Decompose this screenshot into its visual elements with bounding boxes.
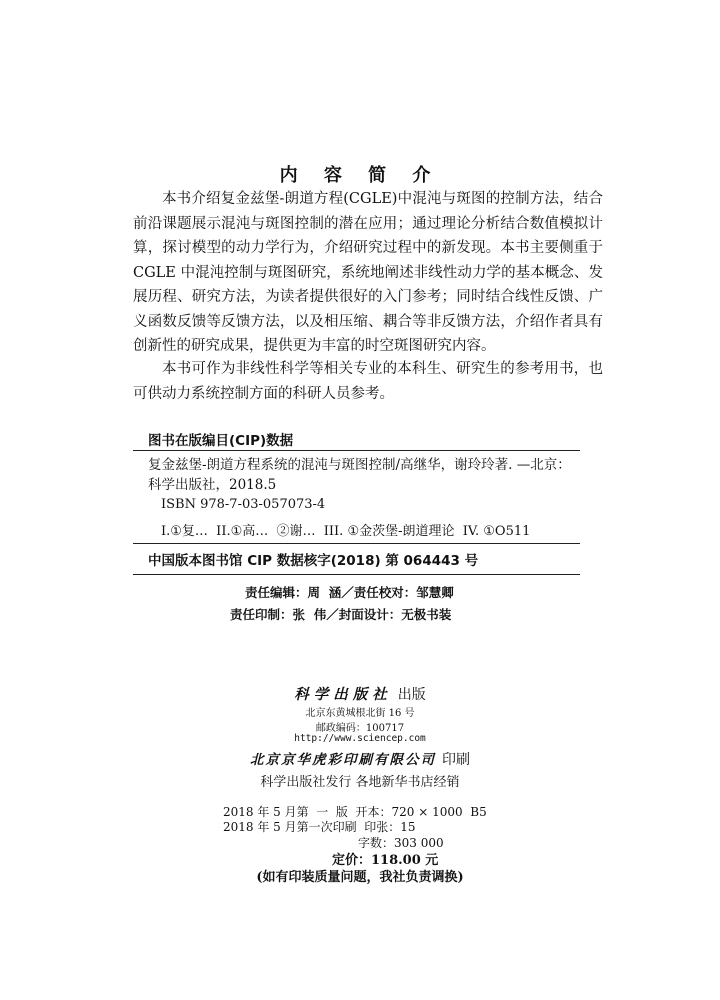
publisher-website: http://www.sciencep.com xyxy=(294,733,426,744)
cip-isbn: ISBN 978-7-03-057073-4 xyxy=(161,497,326,512)
publisher-line xyxy=(0,683,720,704)
publisher-logo-text: 科学出版社 xyxy=(294,686,392,703)
distribution-line: 科学出版社发行 各地新华书店经销 xyxy=(260,775,460,790)
printer-name: 北京京华虎彩印刷有限公司 xyxy=(250,752,436,768)
publisher-suffix: 出版 xyxy=(397,687,426,703)
print-line: 2018 年 5 月第一次印刷 印张：15 xyxy=(223,820,416,834)
cip-record-number: 中国版本图书馆 CIP 数据核字(2018) 第 064443 号 xyxy=(148,553,479,569)
intro-paragraph-1: 本书介绍复金兹堡-朗道方程(CGLE)中混沌与斑图的控制方法，结合前沿课题展示混沌与斑图控制的潜在应用；通过理论分析结合数值模拟计算，探讨模型的动力学行为，介绍研究过程中的新发现。本书主要侧重于 CGLE 中混沌控制与斑图研究，系统地阐述非线性动力学的基本概念、发展历程、研究方法，为读者提供很好的入门参考；同时结合线性反馈、广义函数反馈等反馈方法，以及相压缩、耦合等非反馈方法，介绍作者具有创新性的研究成果，提供更为丰富的时空斑图研究内容。 xyxy=(133,191,603,354)
cip-heading: 图书在版编目(CIP)数据 xyxy=(148,433,294,449)
cip-classification: I.①复… II.①高… ②谢… III. ①金茨堡-朗道理论 IV. ①O511 xyxy=(161,524,531,539)
word-count: 字数：303 000 xyxy=(358,836,444,850)
edition-line: 2018 年 5 月第 一 版 开本：720 × 1000 B5 xyxy=(223,805,487,819)
cip-top-rule xyxy=(133,450,580,451)
publisher-postcode: 邮政编码：100717 xyxy=(315,723,405,734)
cip-bottom-rule xyxy=(133,574,580,575)
page-title: 内 容 简 介 xyxy=(279,165,441,186)
staff-editors: 责任编辑：周 涵／责任校对：邹慧卿 xyxy=(245,585,454,600)
intro-paragraph-2: 本书可作为非线性科学等相关专业的本科生、研究生的参考用书，也可供动力系统控制方面的科研人员参考。 xyxy=(133,361,603,402)
printer-line xyxy=(0,748,720,769)
quality-notice: (如有印装质量问题，我社负责调换) xyxy=(256,870,464,885)
printer-suffix: 印刷 xyxy=(442,752,470,768)
cip-description: 复金兹堡-朗道方程系统的混沌与斑图控制/高继华，谢玲玲著. —北京：科学出版社，2018.5 xyxy=(148,457,571,493)
price: 定价：118.00 元 xyxy=(332,853,439,868)
staff-production: 责任印制：张 伟／封面设计：无极书装 xyxy=(230,607,452,622)
cip-middle-rule xyxy=(133,543,580,544)
publisher-address: 北京东黄城根北街 16 号 xyxy=(305,708,415,719)
